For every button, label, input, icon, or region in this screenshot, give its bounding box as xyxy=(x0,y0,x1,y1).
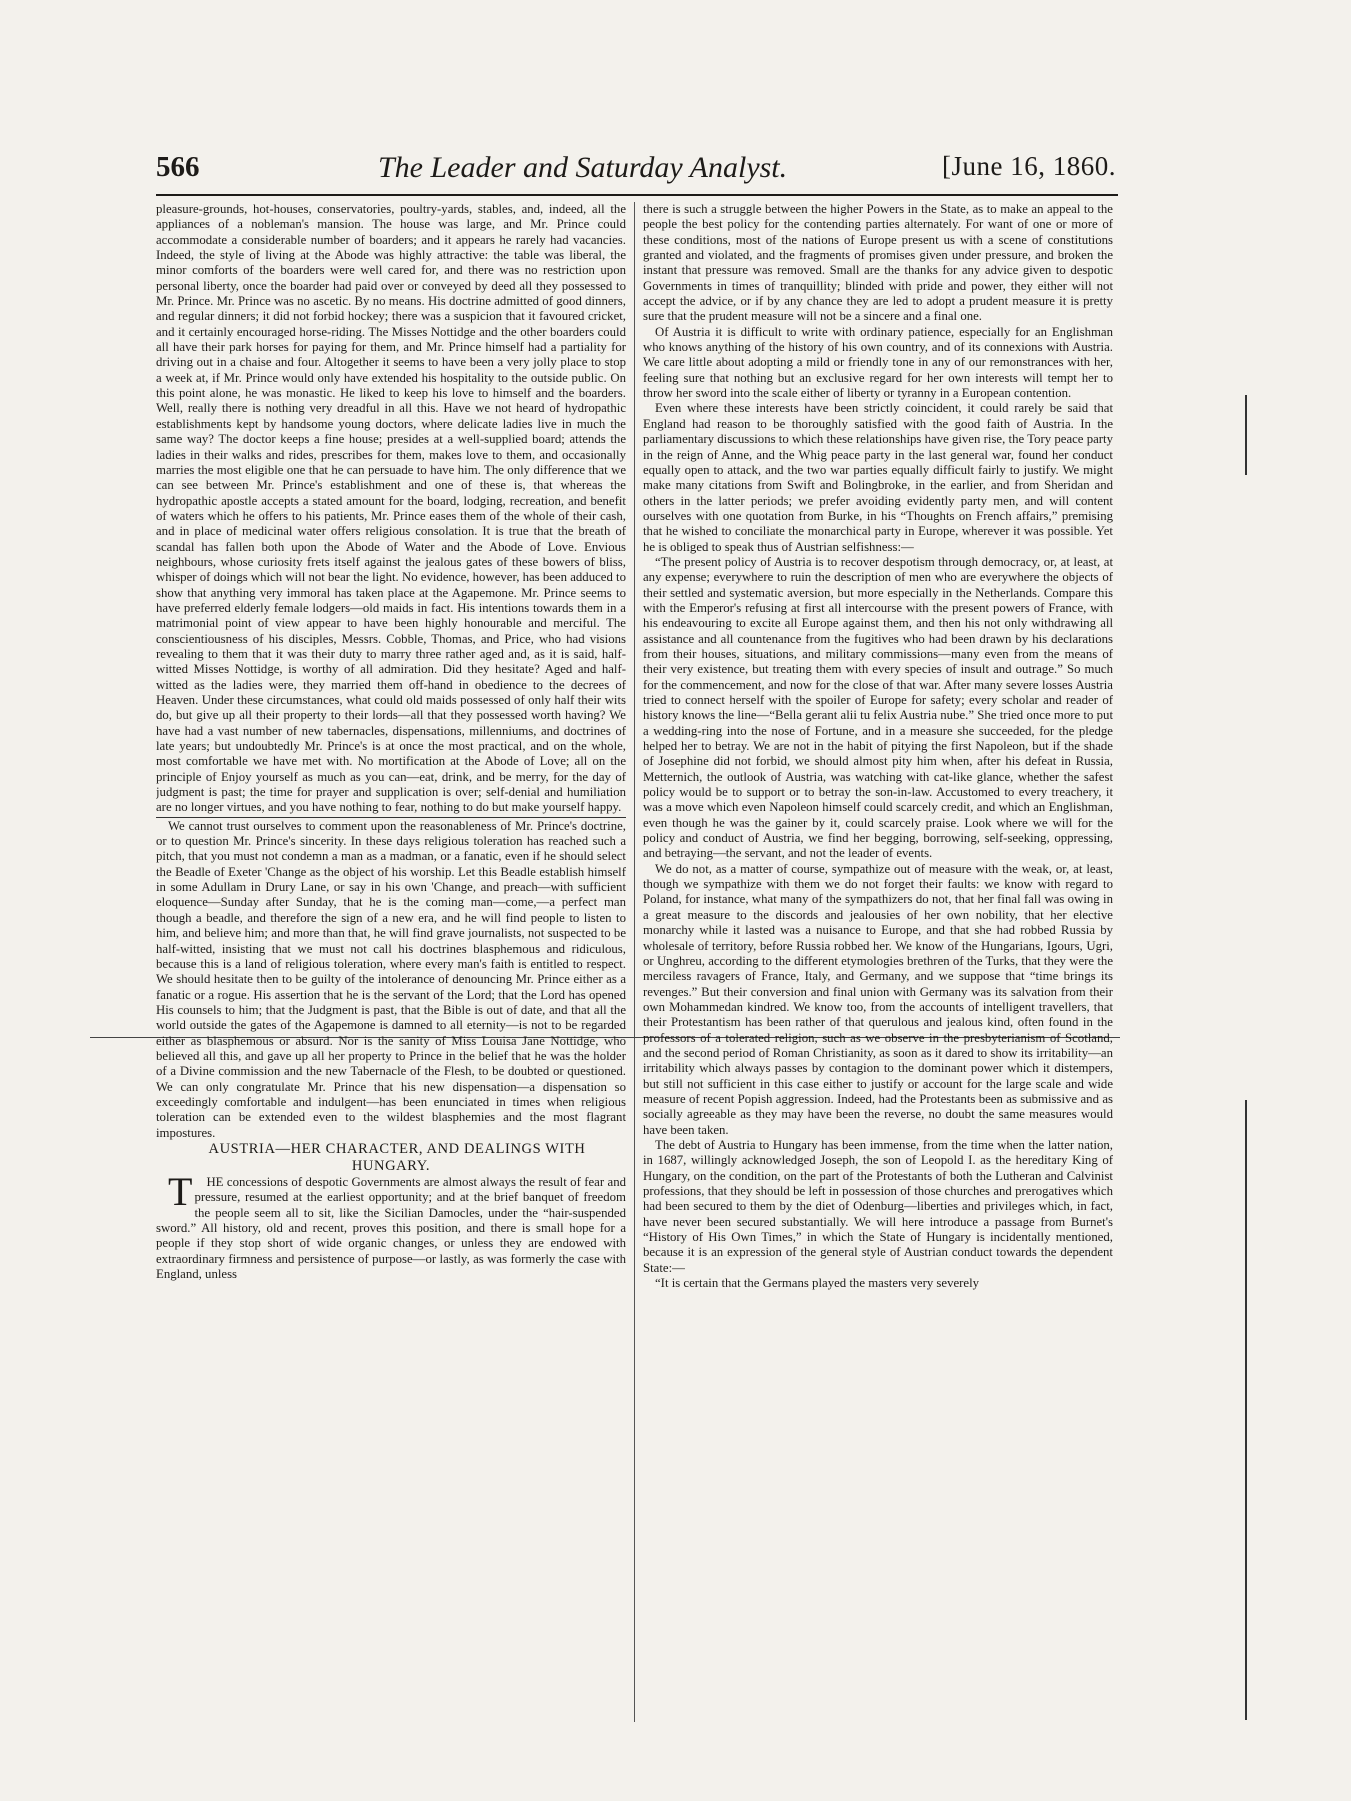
page-header xyxy=(156,143,1116,193)
page-number: 566 xyxy=(156,151,200,183)
right-paragraph-2: Of Austria it is difficult to write with ordinary patience, especially for an Englishman who knows anything of the history of his own country, and of its connexions with Austria. We care little about adopting a mild or friendly tone in any of our remonstrances with her, feeling sure that nothing but an exclusive regard for her own interests will tempt her to throw her sword into the scale either of liberty or tyranny in a European contention. xyxy=(643,324,1113,401)
column-divider xyxy=(634,202,635,1722)
article-opening-text: HE concessions of despotic Governments are almost always the result of fear and pressure, resumed at the earliest opportunity; and at the brief banquet of freedom the people seem all to sit, like the Sicilian Damocles, under the “hair-suspended sword.” All history, old and recent, proves this position, and there is small hope for a people if they stop short of wide organic changes, or unless they are endowed with extraordinary firmness and persistence of purpose—or lastly, as was formerly the case with England, unless xyxy=(156,1174,626,1282)
drop-cap: T xyxy=(168,1168,193,1214)
margin-mark xyxy=(1245,395,1247,475)
left-paragraph-2: We cannot trust ourselves to comment upon the reasonableness of Mr. Prince's doctrine, or to question Mr. Prince's sincerity. In these days religious toleration has reached such a pitch, that you must not condemn a man as a madman, or a fanatic, even if he should select the Beadle of Exeter 'Change as the object of his worship. Let this Beadle establish himself in some Adullam in Drury Lane, or say in his own 'Change, and preach—with sufficient eloquence—Sunday after Sunday, that he is the coming man—come,—a perfect man though a beadle, and therefore the sign of a new era, and he will find people to listen to him, and believe him; and more than that, he will find grave journalists, not suspected to be half-witted, insisting that we must not call his doctrines blasphemous and ridiculous, because this is a land of religious toleration, where every man's faith is entitled to respect. We should hesitate then to be guilty of the intolerance of denouncing Mr. Prince either as a fanatic or a rogue. His assertion that he is the servant of the Lord; that the Lord has opened His counsels to him; that the Judgment is past, that the Bible is out of date, and that all the world outside the gates of the Agapemone is damned to all eternity—is not to be regarded either as blasphemous or absurd. Nor is the sanity of Miss Louisa Jane Nottidge, who believed all this, and gave up all her property to Prince in the belief that he was the holder of a Divine commission and the new Tabernacle of the Flesh, to be doubted or questioned. We can only congratulate Mr. Prince that his new dispensation—a dispensation so exceedingly comfortable and indulgent—has been enunciated in times when religious toleration can be extended even to the wildest blasphemies and the most flagrant impostures. xyxy=(156,818,626,1140)
left-section-rule xyxy=(156,817,626,818)
right-quotation: “The present policy of Austria is to recover despotism through democracy, or, at least, at any expense; everywhere to ruin the description of men who are everywhere the objects of their settled and systematic aversion, but more especially in the Netherlands. Compare this with the Emperor's refusing at first all intercourse with the present powers of France, with his endeavouring to excite all Europe against them, and then his not only withdrawing all assistance and all countenance from the fugitives who had been drawn by his declarations from their houses, situations, and military commissions—many even from the means of their very existence, but treating them with every species of insult and outrage.” So much for the commencement, and now for the close of that war. After many severe losses Austria tried to connect herself with the spoiler of Europe for safety; every scholar and reader of history knows the line—“Bella gerant alii tu felix Austria nube.” She tried once more to put a wedding-ring into the nose of Fortune, and in a measure she succeeded, for the pledge helped her to betray. We are not in the habit of pitying the first Napoleon, but if the shade of Josephine did not forbid, we should almost pity him when, after his defeat in Russia, Metternich, the outlook of Austria, was watching with cat-like glance, whether the safest policy would be to support or to betray the son-in-law. Accustomed to every treachery, it was a move which even Napoleon himself could scarcely credit, and which an Englishman, even though he was the gainer by it, could scarcely praise. Look where we will for the policy and conduct of Austria, we find her begging, borrowing, self-seeking, oppressing, and betraying—the servant, and not the leader of events. xyxy=(643,554,1113,861)
article-opening-paragraph xyxy=(156,1168,626,1282)
issue-date: [June 16, 1860. xyxy=(942,151,1116,181)
left-paragraph-1: pleasure-grounds, hot-houses, conservatories, poultry-yards, stables, and, indeed, all the appliances of a nobleman's mansion. The house was large, and Mr. Prince could accommodate a considerable number of boarders; and it appears he rarely had vacancies. Indeed, the style of living at the Abode was highly attractive: the table was liberal, the minor comforts of the boarders were well cared for, and there was no restriction upon personal liberty, once the boarder had paid over or conveyed by deed all they possessed to Mr. Prince. Mr. Prince was no ascetic. By no means. His doctrine admitted of good dinners, and regular dinners; it did not forbid hockey; there was a suspicion that it favoured cricket, and it certainly encouraged horse-riding. The Misses Nottidge and the other boarders could all have their park horses for paying for them, and Mr. Prince himself had a partiality for driving out in a chaise and four. Altogether it seems to have been a very jolly place to stop a week at, if Mr. Prince would only have extended his hospitality to the outside public. On this point alone, he was monastic. He liked to keep his love to himself and the boarders. Well, really there is nothing very dreadful in all this. Have we not heard of hydropathic establishments kept by handsome young doctors, where delicate ladies live in much the same way? The doctor keeps a fine house; presides at a well-supplied board; attends the ladies in their walks and rides, prescribes for them, makes love to them, and occasionally marries the most eligible one that he can persuade to have him. The only difference that we can see between Mr. Prince's establishment and one of these is, that whereas the hydropathic apostle accepts a stated amount for the board, lodging, recreation, and benefit of waters which he offers to his patients, Mr. Prince eases them of the whole of their cash, and in place of medicinal water offers religious consolation. It is true that the breath of scandal has fallen both upon the Abode of Water and the Abode of Love. Envious neighbours, whose curiosity frets itself against the jealous gates of these bowers of bliss, whisper of doings which will not bear the light. No evidence, however, has been adduced to show that anything very immoral has taken place at the Agapemone. Mr. Prince seems to have preferred elderly female lodgers—old maids in fact. His intentions towards them in a matrimonial point of view appear to have been highly honourable and merciful. The conscientiousness of his disciples, Messrs. Cobble, Thomas, and Price, who had visions revealing to them that it was their duty to marry three rather aged and, as it is said, half-witted Misses Nottidge, is worthy of all admiration. Did they hesitate? Aged and half-witted as the ladies were, they married them off-hand in obedience to the decrees of Heaven. Under these circumstances, what could old maids possessed of only half their wits do, but give up all their property to their lords—all that they possessed worth having? We have had a vast number of new tabernacles, dispensations, millenniums, and doctrines of late years; but undoubtedly Mr. Prince's is at once the most practical, and on the whole, most comfortable we have met with. No mortification at the Abode of Love; all on the principle of Enjoy yourself as much as you can—eat, drink, and be merry, for the day of judgment is past; the time for prayer and supplication is over; self-denial and humiliation are no longer virtues, and you have nothing to fear, nothing to do but make yourself happy. xyxy=(156,202,626,815)
left-column xyxy=(156,202,626,1724)
right-paragraph-1: there is such a struggle between the higher Powers in the State, as to make an appeal to the people the best policy for the contending parties alternately. For want of one or more of these conditions, most of the nations of Europe present us with a scene of constitutions granted and violated, and the fragments of promises given under pressure, and broken the instant that pressure was removed. Small are the thanks for any advice given to despotic Governments in times of tranquillity; blinded with pride and power, they either will not accept the advice, or if by any chance they are led to adopt a prudent measure it is pretty sure that the prudent measure will not be a sincere and a final one. xyxy=(643,202,1113,324)
right-paragraph-5: We do not, as a matter of course, sympathize out of measure with the weak, or, at least, though we sympathize with them we do not forget their faults: we know with regard to Poland, for instance, what many of the sympathizers do not, that her final fall was owing in a great measure to the discords and jealousies of her own nobility, that her elective monarchy while it lasted was a nuisance to Europe, and that she had robbed Russia by wholesale of territory, before Russia robbed her. We know of the Hungarians, Igours, Ugri, or Unghreu, according to the different etymologies brethren of the Turks, that they were the merciless ravagers of France, Italy, and Germany, and we suppose that “time brings its revenges.” But their conversion and final union with Germany was its salvation from their own Mohammedan kindred. We know too, from the accounts of intelligent travellers, that their Protestantism has been rather of that querulous and jealous kind, often found in the professors of a tolerated religion, such as we observe in the presbyterianism of Scotland, and the second period of Roman Christianity, as soon as it dared to show its irritability—an irritability which always passes by contagion to the dominant power which it distempers, but still not sufficient in this case either to justify or account for the large scale and wide measure of recent Popish aggression. Indeed, had the Protestants been as submissive and as socially agreeable as they may have been the reverse, no doubt the same measures would have been taken. xyxy=(643,861,1113,1137)
right-paragraph-7: “It is certain that the Germans played the masters very severely xyxy=(655,1276,980,1291)
article-title: AUSTRIA—HER CHARACTER, AND DEALINGS WITH HUNGARY. xyxy=(208,1140,586,1174)
right-column xyxy=(643,202,1113,1724)
margin-mark xyxy=(1245,1100,1247,1720)
publication-title: The Leader and Saturday Analyst. xyxy=(378,151,788,184)
header-rule xyxy=(156,194,1118,196)
right-paragraph-3: Even where these interests have been strictly coincident, it could rarely be said that England had reason to be thoroughly satisfied with the good faith of Austria. In the parliamentary discussions to which these relationships have given rise, the Tory peace party in the reign of Anne, and the Whig peace party in the last general war, found her conduct equally open to attack, and the two war parties equally difficult fairly to justify. We might make many citations from Swift and Bolingbroke, in the earlier, and from Sheridan and others in the latter periods; we prefer avoiding evidently party men, and will content ourselves with one quotation from Burke, in his “Thoughts on French affairs,” premising that he wished to conciliate the monarchical party in Europe, wherever it was possible. Yet he is obliged to speak thus of Austrian selfishness:— xyxy=(643,401,1113,554)
right-paragraph-6: The debt of Austria to Hungary has been immense, from the time when the latter nation, in 1687, willingly acknowledged Joseph, the son of Leopold I. as the hereditary King of Hungary, on the condition, on the part of the Protestants of both the Lutheran and Calvinist professions, that they should be left in possession of those churches and prerogatives which had been secured to them by the diet of Odenburg—liberties and privileges which, in fact, have never been secured substantially. We will here introduce a passage from Burnet's “History of His Own Times,” in which the State of Hungary is incidentally mentioned, because it is an expression of the general style of Austrian conduct towards the dependent State:— xyxy=(643,1137,1113,1275)
